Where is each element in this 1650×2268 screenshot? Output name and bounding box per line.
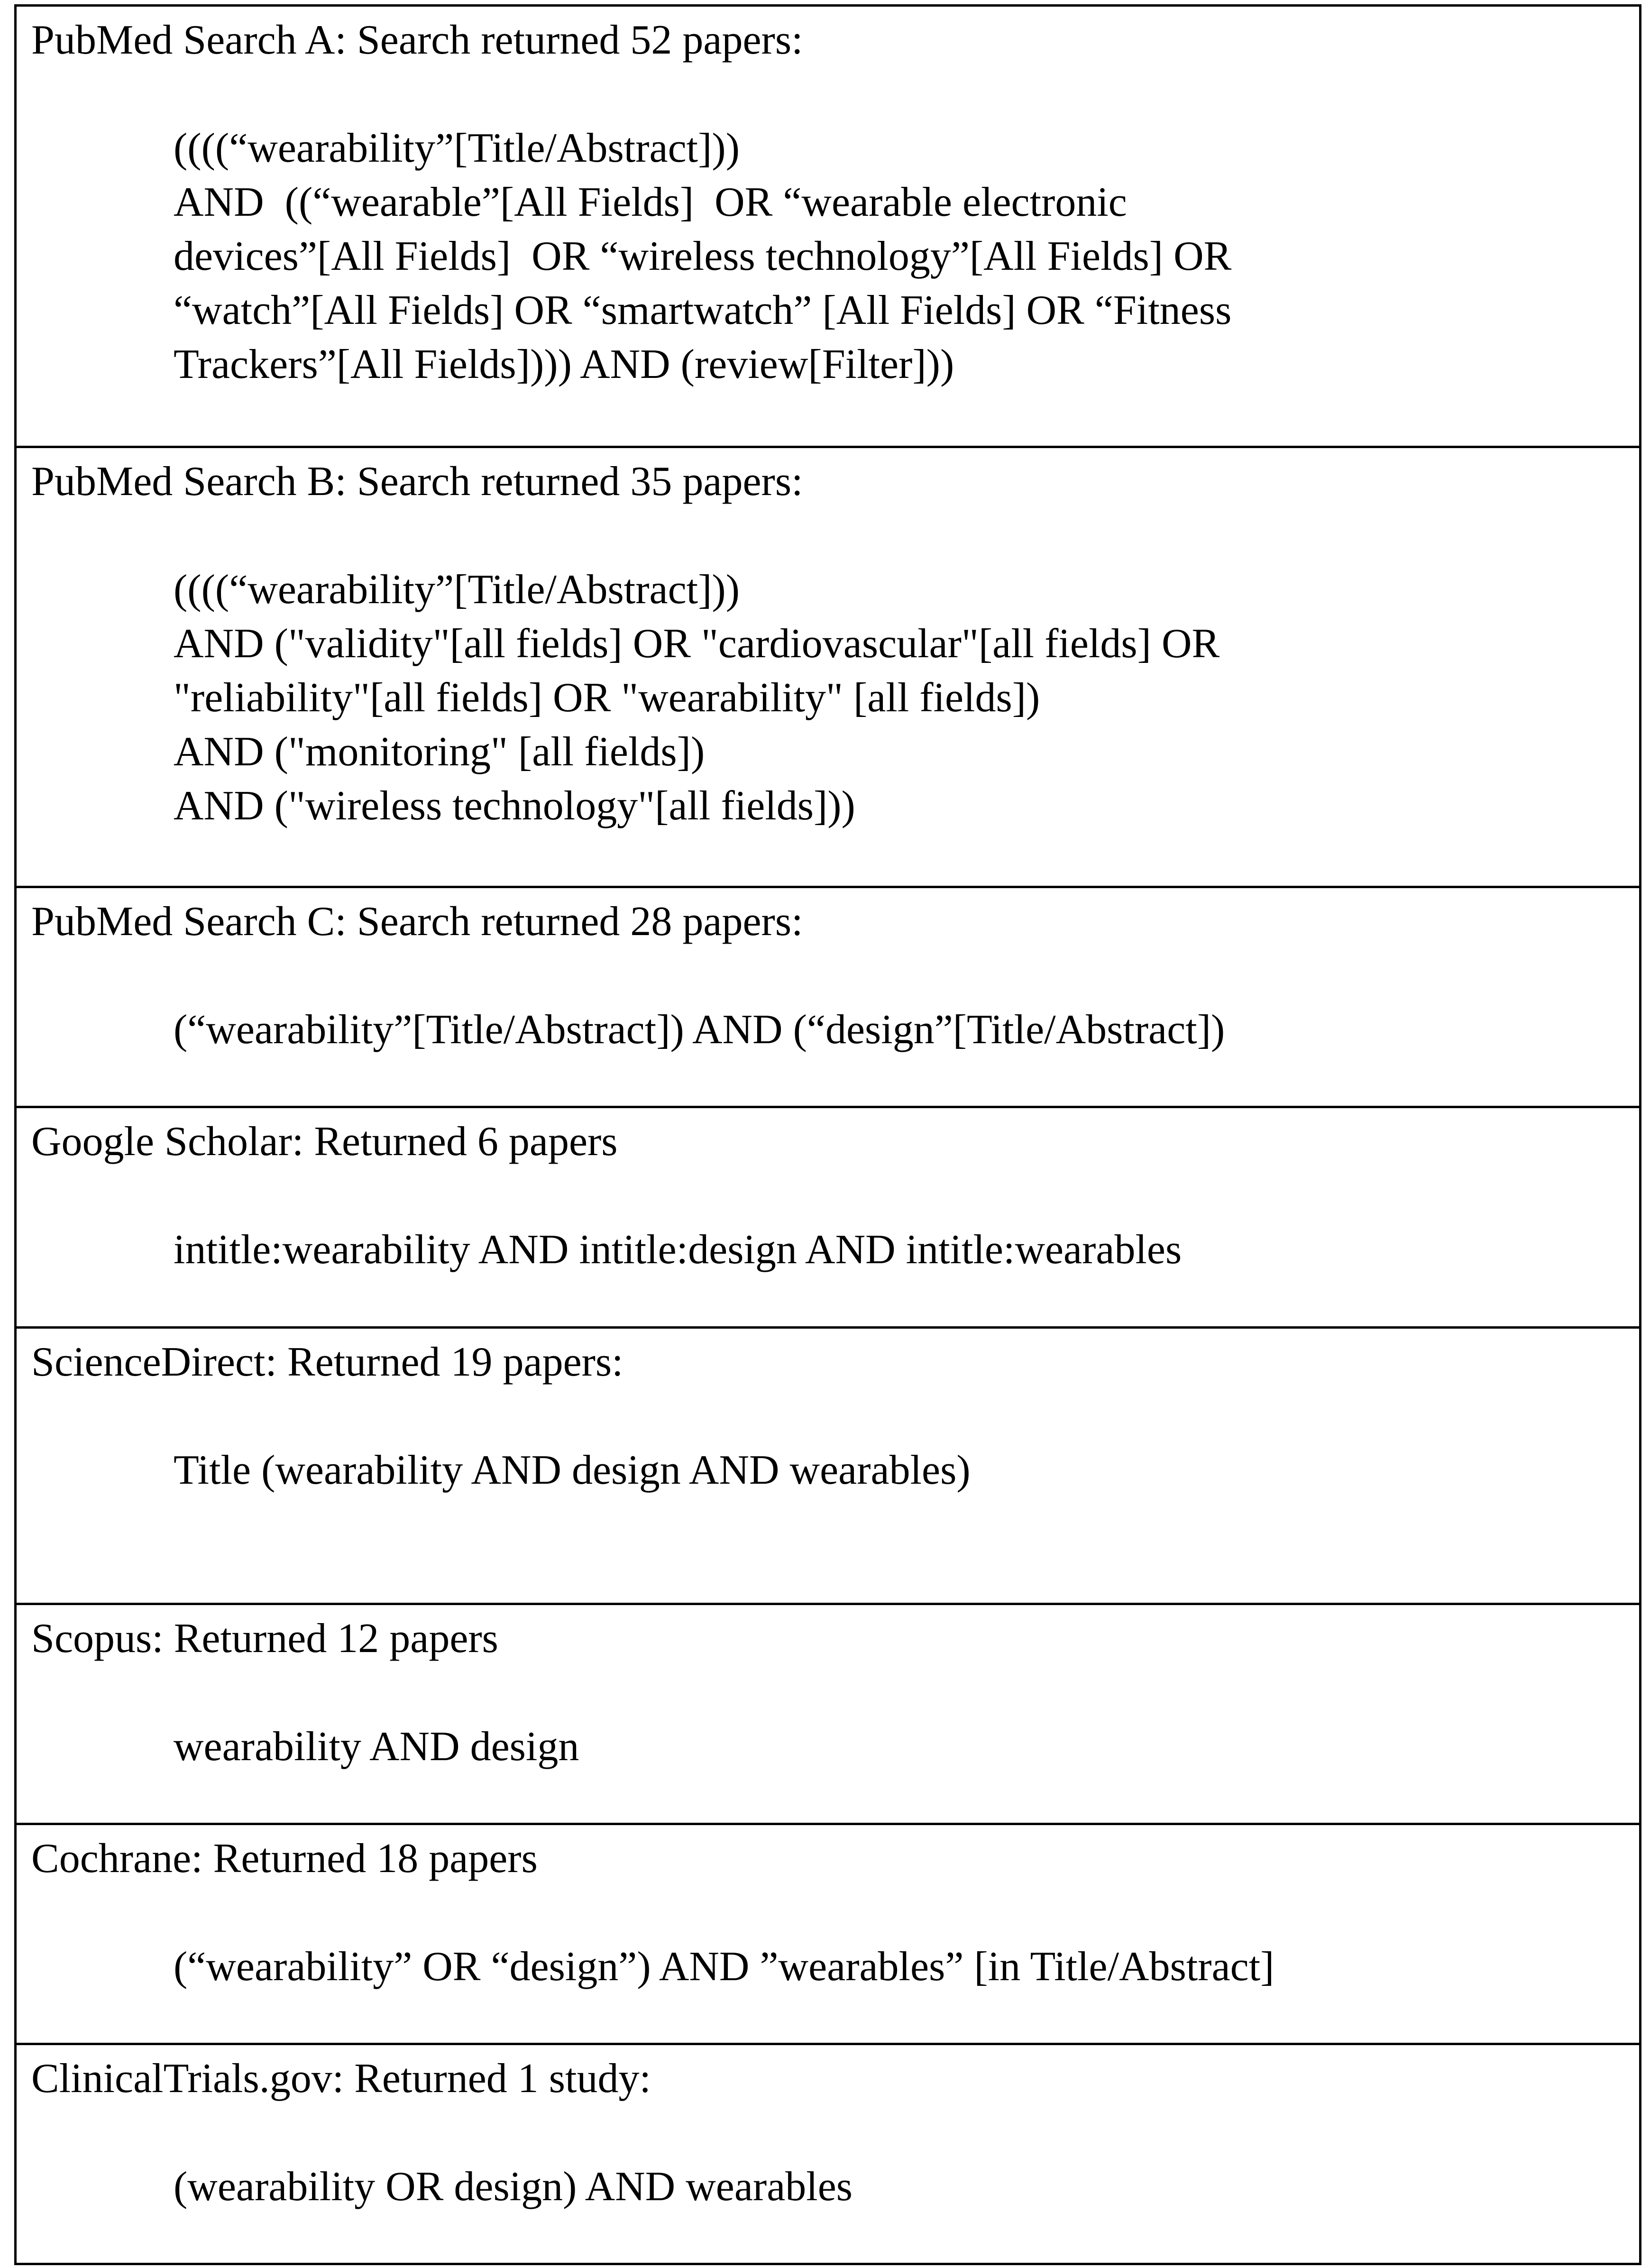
query-line: Trackers”[All Fields]))) AND (review[Filter])) — [174, 341, 954, 387]
search-query — [31, 1720, 1625, 1774]
search-cell — [16, 447, 1641, 887]
query-line: ((((“wearability”[Title/Abstract])) — [174, 125, 740, 171]
search-cell — [16, 1824, 1641, 2044]
search-source-label: PubMed Search B: Search returned 35 papers: — [31, 459, 803, 505]
query-line: intitle:wearability AND intitle:design AND intitle:wearables — [174, 1227, 1182, 1273]
search-query — [31, 121, 1625, 392]
query-line: wearability AND design — [174, 1724, 579, 1770]
search-query — [31, 1003, 1625, 1057]
query-line: (“wearability”[Title/Abstract]) AND (“design”[Title/Abstract]) — [174, 1007, 1225, 1053]
query-line: “watch”[All Fields] OR “smartwatch” [All Fields] OR “Fitness — [174, 287, 1232, 333]
query-line: devices”[All Fields] OR “wireless technology”[All Fields] OR — [174, 233, 1232, 279]
table-row — [16, 887, 1641, 1107]
table-row — [16, 6, 1641, 447]
query-line: AND ((“wearable”[All Fields] OR “wearable electronic — [174, 179, 1127, 225]
table-row — [16, 1824, 1641, 2044]
query-line: AND ("wireless technology"[all fields])) — [174, 783, 855, 829]
search-source-label: Google Scholar: Returned 6 papers — [31, 1119, 618, 1165]
table-row — [16, 1604, 1641, 1824]
table-row — [16, 1107, 1641, 1328]
query-line: AND ("validity"[all fields] OR "cardiovascular"[all fields] OR — [174, 621, 1220, 667]
table-body — [16, 6, 1641, 2264]
search-query — [31, 2160, 1625, 2214]
search-source-label: ScienceDirect: Returned 19 papers: — [31, 1339, 623, 1385]
query-line: "reliability"[all fields] OR "wearability" [all fields]) — [174, 675, 1040, 721]
query-line: (“wearability” OR “design”) AND ”wearables” [in Title/Abstract] — [174, 1944, 1274, 1990]
search-cell — [16, 2044, 1641, 2264]
search-source-label: Scopus: Returned 12 papers — [31, 1616, 498, 1662]
search-source-label: PubMed Search A: Search returned 52 papers: — [31, 17, 803, 63]
query-line: ((((“wearability”[Title/Abstract])) — [174, 567, 740, 613]
query-line: (wearability OR design) AND wearables — [174, 2164, 853, 2210]
search-cell — [16, 1604, 1641, 1824]
search-cell — [16, 6, 1641, 447]
search-cell — [16, 1107, 1641, 1328]
search-cell — [16, 887, 1641, 1107]
query-line: AND ("monitoring" [all fields]) — [174, 729, 705, 775]
search-query — [31, 1223, 1625, 1277]
search-cell — [16, 1328, 1641, 1604]
query-line: Title (wearability AND design AND wearables) — [174, 1447, 971, 1493]
table-row — [16, 2044, 1641, 2264]
search-query — [31, 1443, 1625, 1497]
search-query — [31, 1940, 1625, 1994]
table-row — [16, 1328, 1641, 1604]
table-row — [16, 447, 1641, 887]
search-source-label: PubMed Search C: Search returned 28 papers: — [31, 899, 803, 945]
search-query — [31, 563, 1625, 833]
search-source-label: Cochrane: Returned 18 papers — [31, 1836, 538, 1882]
search-source-label: ClinicalTrials.gov: Returned 1 study: — [31, 2056, 651, 2102]
search-strategy-table — [14, 4, 1641, 2265]
